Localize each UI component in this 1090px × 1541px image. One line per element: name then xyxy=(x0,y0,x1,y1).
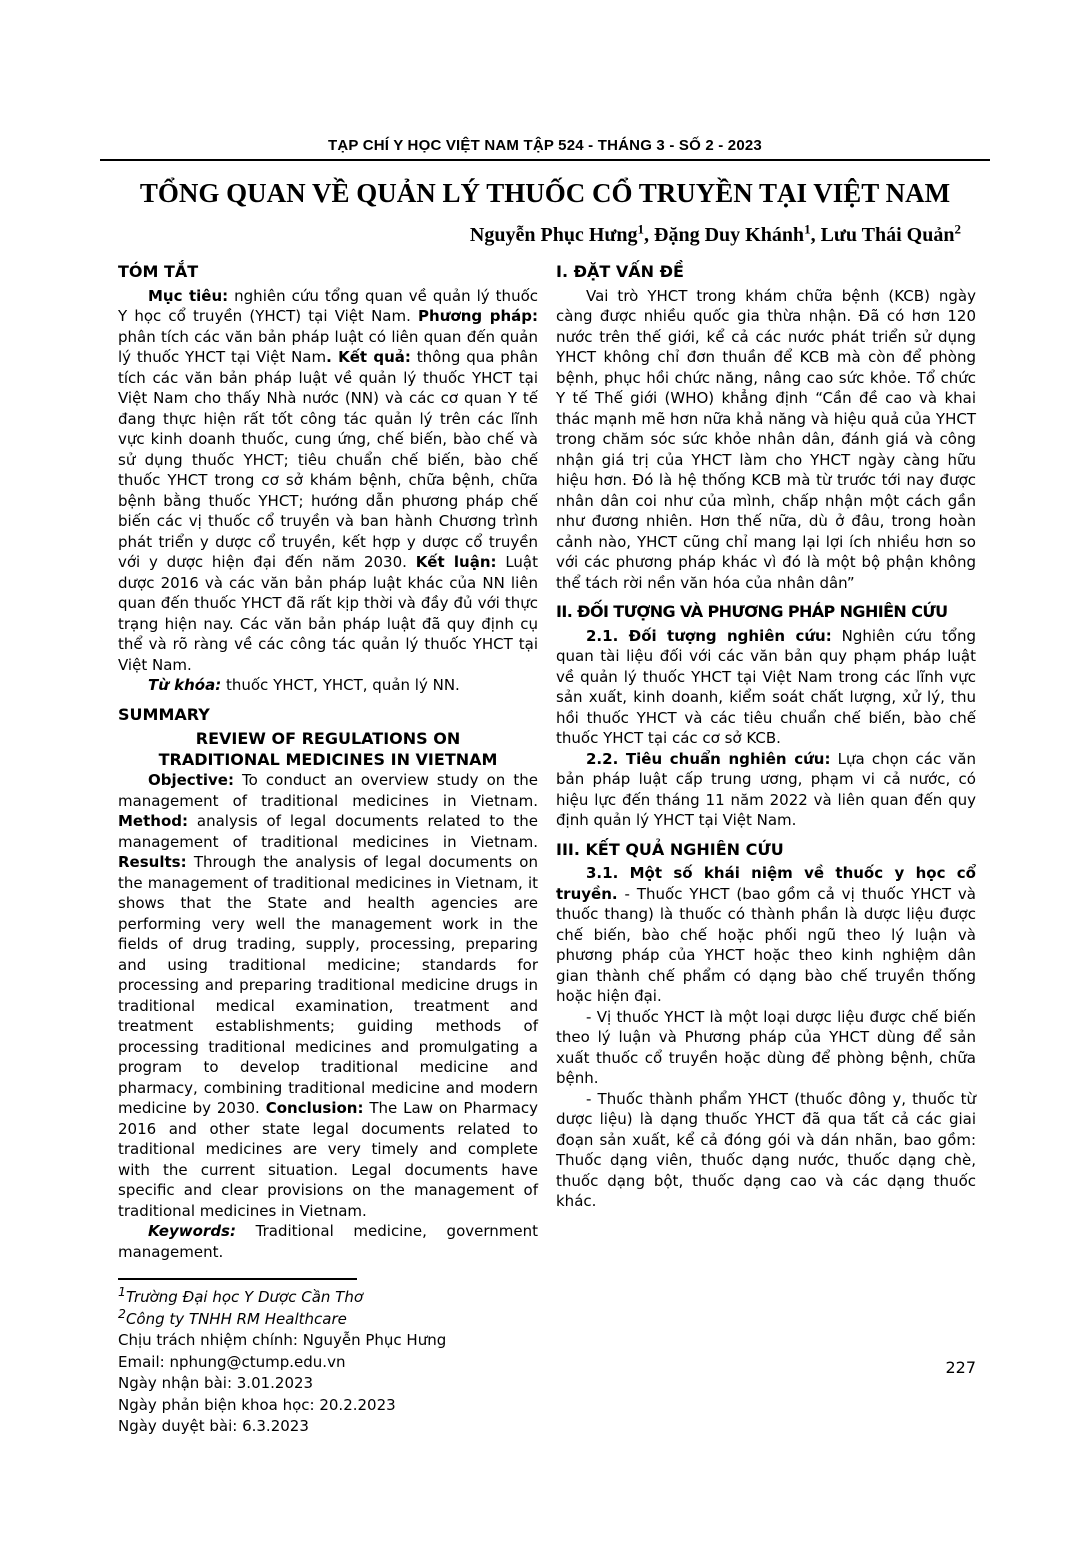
summary-body: Objective: To conduct an overview study on the management of traditional medicines in Vietnam. Method: analysis of legal documents related to the management of traditional medicines in Vietnam. Results: Through the analysis of legal documents on the management of traditional medicines in Vietnam, it shows that the State and health agencies are performing very well the management work in the fields of drug trading, supply, processing, preparing and using traditional medicine; standards for processing and preparing traditional medicine drugs in traditional medical examination, treatment and treatment establishments; guiding methods of processing traditional medicines and promulgating a program to develop traditional medicine and pharmacy, combining traditional medicine and modern medicine by 2030. Conclusion: The Law on Pharmacy 2016 and other state legal documents related to traditional medicines are very timely and complete with the current situation. Legal documents have specific and clear provisions on the management of traditional medicines in Vietnam. xyxy=(118,771,539,1220)
column-left xyxy=(118,262,538,1438)
section-2-paragraph-1: 2.1. Đối tượng nghiên cứu: Nghiên cứu tổng quan tài liệu đối với các văn bản quy phạm pháp luật về quản lý thuốc YHCT tại Việt Nam trong các lĩnh vực sản xuất, kinh doanh, kiểm soát chất lượng, xử lý, thu hồi thuốc YHCT và các tiêu chuẩn chế biến, bào chế thuốc YHCT tại các cơ sở KCB. xyxy=(556,626,976,747)
accepted-date-line: Ngày duyệt bài: 6.3.2023 xyxy=(118,1417,309,1435)
section-3-paragraph-1: 3.1. Một số khái niệm về thuốc y học cổ truyền. - Thuốc YHCT (bao gồm cả vị thuốc YHCT và thuốc thang) là thuốc có thành phần là dược liệu được chế biến, bào chế hoặc phối ngũ theo lý luận và phương pháp của YHCT hoặc theo kinh nghiệm dân gian thành chế phẩm có dạng bào chế truyền thống hoặc hiện đại. xyxy=(556,864,976,1005)
abstract-keywords: Từ khóa: thuốc YHCT, YHCT, quản lý NN. xyxy=(148,676,460,694)
review-date-line: Ngày phản biện khoa học: 20.2.2023 xyxy=(118,1395,396,1414)
abstract-body: Mục tiêu: nghiên cứu tổng quan về quản lý thuốc Y học cổ truyền (YHCT) tại Việt Nam. Phương pháp: phân tích các văn bản pháp luật có liên quan đến quản lý thuốc YHCT tại Việt Nam. Kết quả: thông qua phân tích các văn bản pháp luật về quản lý thuốc YHCT tại Việt Nam cho thấy Nhà nước (NN) và các cơ quan Y tế đang thực hiện rất tốt công tác quản lý trên các lĩnh vực kinh doanh thuốc, cung ứng, chế biến, bào chế và sử dụng thuốc YHCT; tiêu chuẩn chế biến, bào chế thuốc YHCT trong cơ sở khám bệnh, chữa bệnh, chữa bệnh bằng thuốc YHCT; hướng dẫn phương pháp chế biến các vị thuốc cổ truyền và ban hành Chương trình phát triển y dược cổ truyền, kết hợp y dược cổ truyền với y dược hiện đại đến năm 2030. Kết luận: Luật dược 2016 và các văn bản pháp luật khác của NN liên quan đến thuốc YHCT đã rất kịp thời và đầy đủ với thực trạng hiện nay. Các văn bản pháp luật đã quy định cụ thể và rõ ràng về các công tác quản lý thuốc YHCT tại Việt Nam. xyxy=(118,286,538,674)
affiliation-2: $^2$Công ty TNHH RM Healthcare xyxy=(118,1305,347,1328)
summary-subtitle: REVIEW OF REGULATIONS ON TRADITIONAL MEDICINES IN VIETNAM xyxy=(158,729,498,769)
authors-line: Nguyễn Phục Hưng$^1$, Đặng Duy Khánh$^1$, Lưu Thái Quản$^2$ xyxy=(469,221,961,246)
column-right xyxy=(556,262,976,1438)
section-3-paragraph-2: - Vị thuốc YHCT là một loại dược liệu được chế biến theo lý luận và Phương pháp của YHCT dùng để sản xuất thuốc cổ truyền hoặc dùng để phòng bệnh, chữa bệnh. xyxy=(556,1007,976,1087)
footnote-block xyxy=(118,1278,538,1438)
section-2-heading: II. ĐỐI TƯỢNG VÀ PHƯƠNG PHÁP NGHIÊN CỨU xyxy=(556,602,948,621)
received-date-line: Ngày nhận bài: 3.01.2023 xyxy=(118,1374,314,1392)
footnote-divider xyxy=(118,1278,357,1280)
page-number: 227 xyxy=(945,1358,976,1377)
two-column-body xyxy=(118,262,976,1438)
abstract-heading: TÓM TẮT xyxy=(118,262,199,281)
section-1-paragraph: Vai trò YHCT trong khám chữa bệnh (KCB) ngày càng được nhiều quốc gia thừa nhận. Đã có hơn 120 nước trên thế giới, kể cả các nước phát triển sử dụng YHCT không chỉ đơn thuần để KCB mà còn để phòng bệnh, phục hồi chức năng, nâng cao sức khỏe. Tổ chức Y tế Thế giới (WHO) khẳng định “Cần đề cao và khai thác mạnh mẽ hơn nữa khả năng và hiệu quả của YHCT trong chăm sóc sức khỏe nhân dân, đánh giá và công nhận giá trị của YHCT làm cho YHCT ngày càng hữu hiệu hơn. Đó là hệ thống KCB mà từ trước tới nay được nhân dân coi như của mình, chấp nhận một cách gần như đương nhiên. Hơn thế nữa, dù ở đâu, trong hoàn cảnh nào, YHCT cũng chỉ mang lại lợi ích nhiều hơn so với các phương pháp khác vì đó là một bộ phận không thể tách rời nền văn hóa của nhân dân” xyxy=(556,286,976,592)
section-3-paragraph-3: - Thuốc thành phẩm YHCT (thuốc đông y, thuốc từ dược liệu) là dạng thuốc YHCT đã qua tất cả các giai đoạn sản xuất, kể cả đóng gói và dán nhãn, bao gồm: Thuốc dạng viên, thuốc dạng nước, thuốc dạng chè, thuốc dạng bột, thuốc dạng cao và các dạng thuốc khác. xyxy=(556,1089,976,1210)
section-3-heading: III. KẾT QUẢ NGHIÊN CỨU xyxy=(556,839,784,859)
corresponding-author-line: Chịu trách nhiệm chính: Nguyễn Phục Hưng xyxy=(118,1331,447,1349)
journal-header-line: TẠP CHÍ Y HỌC VIỆT NAM TẬP 524 - THÁNG 3 - SỐ 2 - 2023 xyxy=(328,137,762,154)
article-title: TỔNG QUAN VỀ QUẢN LÝ THUỐC CỔ TRUYỀN TẠI VIỆT NAM xyxy=(139,178,951,208)
email-line: Email: nphung@ctump.edu.vn xyxy=(118,1352,346,1371)
section-1-heading: I. ĐẶT VẤN ĐỀ xyxy=(556,262,684,281)
header-divider xyxy=(100,159,990,161)
affiliation-1: $^1$Trường Đại học Y Dược Cần Thơ xyxy=(118,1284,364,1306)
summary-heading: SUMMARY xyxy=(118,704,210,724)
section-2-paragraph-2: 2.2. Tiêu chuẩn nghiên cứu: Lựa chọn các văn bản pháp luật cấp trung ương, phạm vi cả nước, có hiệu lực đến tháng 11 năm 2022 và liên quan đến quy định quản lý YHCT tại Việt Nam. xyxy=(556,749,976,829)
summary-keywords: Keywords: Traditional medicine, government management. xyxy=(118,1222,538,1261)
